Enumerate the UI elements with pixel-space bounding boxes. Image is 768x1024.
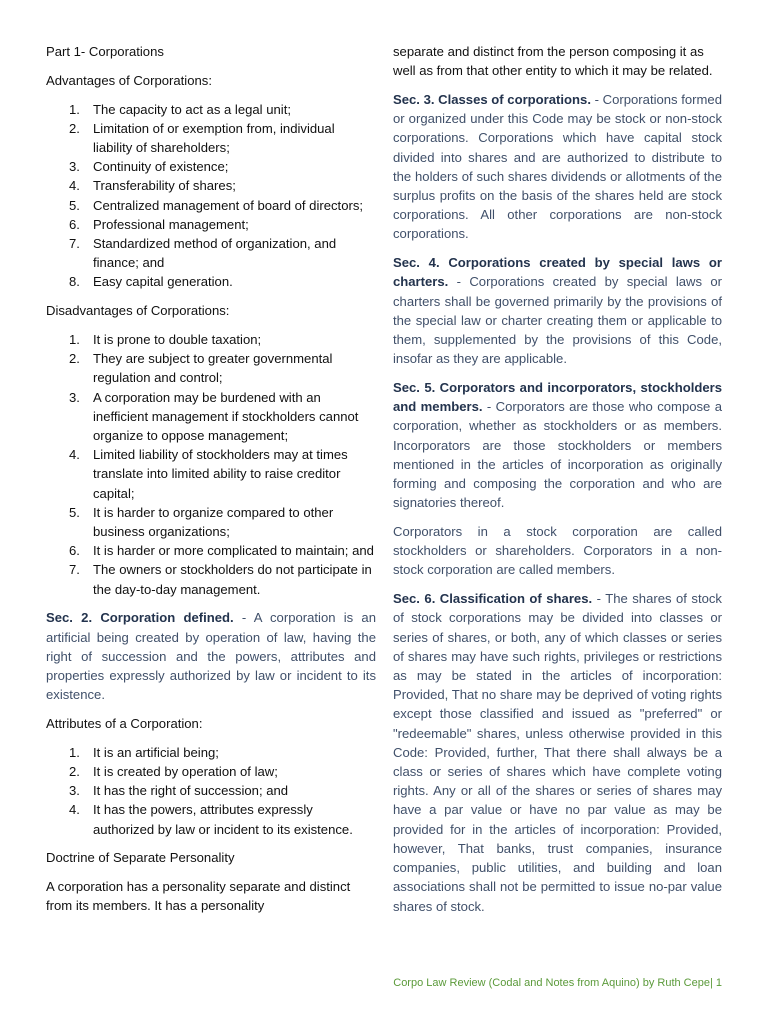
list-item: 1. It is prone to double taxation; — [69, 332, 262, 348]
list-item: 3. A corporation may be burdened with an inefficient management if stockholders cannot organize to oppose management; — [69, 389, 359, 444]
sec4-heading: Sec. 4. Corporations created by special laws or charters. — [393, 255, 722, 290]
sec6-paragraph — [393, 589, 722, 915]
sec3-heading: Sec. 3. Classes of corporations. — [393, 92, 591, 107]
list-item: 1. It is an artificial being; — [69, 744, 219, 760]
sec3-paragraph — [393, 90, 722, 244]
advantages-heading: Advantages of Corporations: — [46, 72, 212, 88]
list-item: 6. Professional management; — [69, 216, 249, 232]
list-item: 3. Continuity of existence; — [69, 159, 229, 175]
list-item: 4. Transferability of shares; — [69, 178, 236, 194]
list-item: 8. Easy capital generation. — [69, 274, 233, 290]
sec6-text: - The shares of stock of stock corporations may be divided into classes or series of shares, or both, any of which classes or series of shares may have such rights, privileges or restrictions as may be stated in the articles of incorporation: Provided, That no share may be deprived of voting rights except those classified and issued as "preferred" or "redeemable" shares, unless otherwise provided in this Code: Provided, further, That there shall always be a class or series of shares which have complete voting rights. Any or all of the shares or series of shares may have a par value or have no par value as may be provided for in the articles of incorporation: Provided, however, That banks, trust companies, insurance companies, public utilities, and building and loan associations shall not be permitted to issue no-par value shares of stock. — [393, 591, 722, 914]
sec5-heading: Sec. 5. Corporators and incorporators, stockholders and members. — [393, 380, 722, 415]
sec3-text: - Corporations formed or organized under this Code may be stock or non-stock corporations. Corporations which have capital stock divided into shares and are authorized to distribute to the holders of such shares dividends or allotments of the surplus profits on the basis of the shares held are stock corporations. All other corporations are non-stock corporations. — [393, 92, 722, 242]
sec5-paragraph — [393, 378, 722, 512]
list-item: 5. It is harder to organize compared to other business organizations; — [69, 504, 334, 540]
list-item: 1. The capacity to act as a legal unit; — [69, 101, 291, 117]
right-column — [393, 42, 722, 925]
attributes-list — [46, 743, 376, 839]
advantages-list — [46, 100, 376, 292]
list-item: 2. It is created by operation of law; — [69, 764, 278, 780]
list-item: 7. The owners or stockholders do not participate in the day-to-day management. — [69, 562, 372, 597]
list-item: 3. It has the right of succession; and — [69, 783, 289, 799]
list-item: 2. They are subject to greater governmental regulation and control; — [69, 351, 333, 386]
list-item: 6. It is harder or more complicated to maintain; and — [69, 543, 374, 559]
sec2-text: - A corporation is an artificial being created by operation of law, having the right of succession and the powers, attributes and properties expressly authorized by law or incident to its existence. — [46, 610, 376, 703]
sec5-second-paragraph: Corporators in a stock corporation are called stockholders or shareholders. Corporators in a non-stock corporation are called members. — [393, 524, 722, 578]
list-item: 4. Limited liability of stockholders may at times translate into limited ability to raise creditor capital; — [69, 447, 348, 501]
attributes-heading: Attributes of a Corporation: — [46, 716, 203, 732]
doctrine-text: A corporation has a personality separate and distinct from its members. It has a personality — [46, 879, 351, 914]
sec6-heading: Sec. 6. Classification of shares. — [393, 591, 593, 607]
doctrine-heading: Doctrine of Separate Personality — [46, 850, 235, 866]
sec4-paragraph — [393, 253, 722, 368]
list-item: 4. It has the powers, attributes expressly authorized by law or incident to its existence. — [69, 802, 353, 837]
list-item: 2. Limitation of or exemption from, individual liability of shareholders; — [69, 120, 335, 155]
sec5-text: - Corporators are those who compose a corporation, whether as stockholders or as members. Incorporators are those stockholders or members mentioned in the articles of incorporation as originally forming and composing the corporation and who are signatories thereof. — [393, 399, 722, 511]
left-column — [46, 42, 376, 925]
disadvantages-heading: Disadvantages of Corporations: — [46, 303, 230, 319]
sec4-text: - Corporations created by special laws or charters shall be governed primarily by the provisions of the special law or charter creating them or applicable to them, supplemented by the provisions of this Code, insofar as they are applicable. — [393, 274, 722, 367]
disadvantages-list — [46, 330, 376, 599]
sec2-paragraph — [46, 608, 376, 704]
continuation-text: separate and distinct from the person composing it as well as from that other entity to which it may be related. — [393, 44, 713, 79]
list-item: 5. Centralized management of board of directors; — [69, 197, 364, 213]
part-title: Part 1- Corporations — [46, 44, 164, 59]
sec2-heading: Sec. 2. Corporation defined. — [46, 610, 234, 626]
list-item: 7. Standardized method of organization, and finance; and — [69, 236, 337, 271]
page-footer: Corpo Law Review (Codal and Notes from Aquino) by Ruth Cepe| 1 — [393, 977, 722, 989]
